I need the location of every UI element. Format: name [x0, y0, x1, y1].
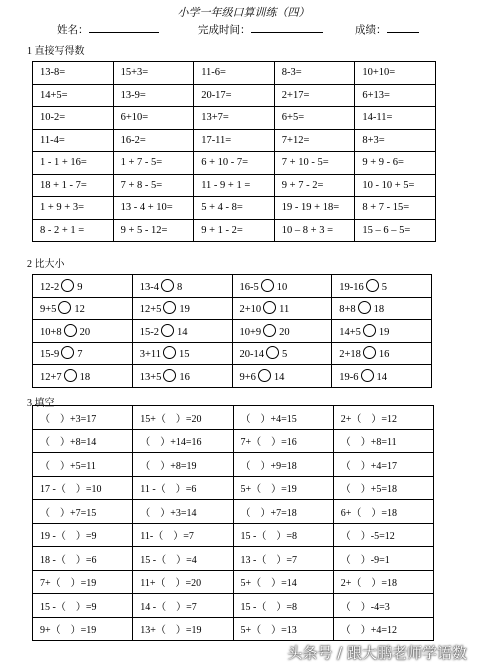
- problem-cell[interactable]: 7+12=: [274, 129, 355, 152]
- problem-cell[interactable]: 8-3=: [274, 62, 355, 85]
- problem-cell[interactable]: 2+（ ）=18: [333, 570, 433, 594]
- problem-cell[interactable]: [232, 297, 332, 320]
- problem-cell[interactable]: 14+5=: [33, 84, 114, 107]
- section-2-heading: 2 比大小: [27, 259, 65, 270]
- problem-cell[interactable]: 11 -（ ）=6: [133, 476, 233, 500]
- problem-cell[interactable]: 7+（ ）=16: [233, 429, 333, 453]
- compare-left: 9+5: [40, 304, 57, 316]
- table-row: [33, 197, 436, 220]
- problem-cell[interactable]: [33, 342, 133, 365]
- table-row: [33, 129, 436, 152]
- problem-cell[interactable]: （ ）+8=19: [133, 453, 233, 477]
- problem-cell[interactable]: （ ）+4=15: [233, 406, 333, 430]
- problem-cell[interactable]: （ ）-4=3: [333, 594, 433, 618]
- problem-cell[interactable]: （ ）+5=18: [333, 476, 433, 500]
- problem-cell[interactable]: 10-2=: [33, 107, 114, 130]
- table-row: [33, 594, 434, 618]
- problem-cell[interactable]: 9 + 9 - 6=: [355, 152, 436, 175]
- problem-cell[interactable]: 5+（ ）=13: [233, 617, 333, 641]
- table-row: [33, 152, 436, 175]
- problem-cell[interactable]: 17 -（ ）=10: [33, 476, 133, 500]
- problem-cell[interactable]: 7 + 8 - 5=: [113, 174, 194, 197]
- problem-cell[interactable]: 15 -（ ）=8: [233, 523, 333, 547]
- problem-cell[interactable]: 1 + 7 - 5=: [113, 152, 194, 175]
- problem-cell[interactable]: 7+（ ）=19: [33, 570, 133, 594]
- problem-cell[interactable]: 13 - 4 + 10=: [113, 197, 194, 220]
- problem-cell[interactable]: 13+（ ）=19: [133, 617, 233, 641]
- compare-circle[interactable]: [61, 346, 74, 359]
- problem-cell[interactable]: 15+（ ）=20: [133, 406, 233, 430]
- compare-right: 12: [74, 304, 85, 316]
- compare-left: 8+8: [339, 304, 356, 316]
- problem-cell[interactable]: 11 - 9 + 1 =: [194, 174, 275, 197]
- problem-cell[interactable]: 6+13=: [355, 84, 436, 107]
- compare-right: 18: [373, 304, 385, 316]
- compare-circle[interactable]: [163, 369, 176, 382]
- compare-circle[interactable]: [61, 279, 74, 292]
- problem-cell[interactable]: [232, 275, 332, 298]
- compare-right: 10: [276, 281, 288, 293]
- compare-circle[interactable]: [363, 346, 376, 359]
- problem-cell[interactable]: 6+5=: [274, 107, 355, 130]
- table-row: [33, 365, 432, 388]
- problem-cell[interactable]: 10+10=: [355, 62, 436, 85]
- table-row: [33, 547, 434, 571]
- problem-cell[interactable]: [132, 365, 232, 388]
- problem-cell[interactable]: 18 -（ ）=6: [33, 547, 133, 571]
- table-row: [33, 297, 432, 320]
- compare-right: 20: [279, 326, 290, 338]
- table-row: [33, 406, 434, 430]
- compare-right: 14: [177, 326, 188, 338]
- compare-right: 18: [79, 371, 91, 383]
- compare-left: 14+5: [339, 326, 361, 338]
- section-3-heading: 3 填空: [27, 398, 55, 409]
- table-row: [33, 476, 434, 500]
- problem-cell[interactable]: [33, 297, 133, 320]
- compare-table: [32, 274, 432, 388]
- problem-cell[interactable]: 8+3=: [355, 129, 436, 152]
- compare-circle[interactable]: [64, 369, 77, 382]
- problem-cell[interactable]: （ ）-9=1: [333, 547, 433, 571]
- problem-cell[interactable]: 19 - 19 + 18=: [274, 197, 355, 220]
- compare-circle[interactable]: [361, 369, 374, 382]
- problem-cell[interactable]: [132, 297, 232, 320]
- fill-blank-table: [32, 405, 434, 641]
- compare-right: 9: [77, 281, 83, 293]
- compare-circle[interactable]: [261, 279, 274, 292]
- problem-cell[interactable]: [332, 320, 432, 343]
- page-title: 小学一年级口算训练（四）: [177, 7, 310, 19]
- table-row: [33, 84, 436, 107]
- problem-cell[interactable]: 15 -（ ）=4: [133, 547, 233, 571]
- problem-cell[interactable]: 20-17=: [194, 84, 275, 107]
- table-row: [33, 617, 434, 641]
- compare-circle[interactable]: [161, 279, 174, 292]
- problem-cell[interactable]: 7 + 10 - 5=: [274, 152, 355, 175]
- table-row: [33, 342, 432, 365]
- problem-cell[interactable]: 19 -（ ）=9: [33, 523, 133, 547]
- problem-cell[interactable]: 1 + 9 + 3=: [33, 197, 114, 220]
- compare-right: 16: [179, 371, 190, 383]
- compare-circle[interactable]: [266, 346, 279, 359]
- compare-circle[interactable]: [58, 301, 71, 314]
- compare-left: 12+5: [139, 304, 162, 316]
- problem-cell[interactable]: （ ）+4=17: [333, 453, 433, 477]
- compare-right: 5: [381, 281, 387, 293]
- table-row: [33, 523, 434, 547]
- compare-right: 8: [177, 281, 183, 293]
- compare-circle[interactable]: [258, 369, 271, 382]
- compare-left: 20-14: [239, 349, 264, 361]
- problem-cell[interactable]: 5+（ ）=14: [233, 570, 333, 594]
- problem-cell[interactable]: [33, 320, 133, 343]
- problem-cell[interactable]: 1 - 1 + 16=: [33, 152, 114, 175]
- compare-left: 15-9: [40, 349, 60, 361]
- problem-cell[interactable]: [33, 365, 133, 388]
- problem-cell[interactable]: [332, 342, 432, 365]
- compare-right: 11: [279, 304, 290, 316]
- problem-cell[interactable]: 13+7=: [194, 107, 275, 130]
- problem-cell[interactable]: 10 – 8 + 3 =: [274, 219, 355, 242]
- compare-circle[interactable]: [163, 346, 176, 359]
- problem-cell[interactable]: [232, 342, 332, 365]
- compare-right: 5: [282, 349, 288, 361]
- problem-cell[interactable]: （ ）+3=14: [133, 500, 233, 524]
- compare-circle[interactable]: [163, 301, 176, 314]
- compare-right: 7: [77, 349, 83, 361]
- problem-cell[interactable]: 5+（ ）=19: [233, 476, 333, 500]
- problem-cell[interactable]: （ ）+9=18: [233, 453, 333, 477]
- table-row: [33, 453, 434, 477]
- problem-cell[interactable]: 17-11=: [194, 129, 275, 152]
- table-row: [33, 320, 432, 343]
- compare-circle[interactable]: [366, 279, 379, 292]
- problem-cell[interactable]: 6+10=: [113, 107, 194, 130]
- problem-cell[interactable]: 10 - 10 + 5=: [355, 174, 436, 197]
- table-row: [33, 275, 432, 298]
- direct-calc-table: [32, 61, 436, 242]
- problem-cell[interactable]: 14-11=: [355, 107, 436, 130]
- table-row: [33, 62, 436, 85]
- compare-right: 19: [378, 326, 390, 338]
- compare-left: 12-2: [40, 281, 60, 293]
- watermark: 头条号 / 跟大鹏老师学语数: [287, 644, 467, 662]
- compare-left: 2+18: [339, 349, 361, 361]
- compare-circle[interactable]: [263, 324, 276, 337]
- problem-cell[interactable]: 8 - 2 + 1 =: [33, 219, 114, 242]
- table-row: [33, 174, 436, 197]
- problem-cell[interactable]: （ ）+14=16: [133, 429, 233, 453]
- problem-cell[interactable]: （ ）+4=12: [333, 617, 433, 641]
- compare-circle[interactable]: [161, 324, 174, 337]
- compare-left: 9+6: [239, 371, 256, 383]
- compare-left: 10+9: [239, 326, 262, 338]
- name-field[interactable]: 姓名：: [57, 22, 89, 37]
- problem-cell[interactable]: （ ）+8=14: [33, 429, 133, 453]
- problem-cell[interactable]: 8 + 7 - 15=: [355, 197, 436, 220]
- problem-cell[interactable]: 11-4=: [33, 129, 114, 152]
- problem-cell[interactable]: 15 -（ ）=9: [33, 594, 133, 618]
- problem-cell[interactable]: 9+（ ）=19: [33, 617, 133, 641]
- problem-cell[interactable]: 2+17=: [274, 84, 355, 107]
- problem-cell[interactable]: [33, 275, 133, 298]
- compare-left: 2+10: [239, 304, 262, 316]
- problem-cell[interactable]: 11-（ ）=7: [133, 523, 233, 547]
- compare-right: 20: [79, 326, 91, 338]
- problem-cell[interactable]: [332, 275, 432, 298]
- problem-cell[interactable]: 13 -（ ）=7: [233, 547, 333, 571]
- score-field[interactable]: 成绩：: [355, 22, 387, 37]
- compare-right: 14: [376, 371, 387, 383]
- problem-cell[interactable]: （ ）+7=18: [233, 500, 333, 524]
- compare-left: 19-16: [339, 281, 364, 293]
- problem-cell[interactable]: [332, 365, 432, 388]
- problem-cell[interactable]: 18 + 1 - 7=: [33, 174, 114, 197]
- section-1-heading: 1 直接写得数: [27, 46, 85, 57]
- problem-cell[interactable]: （ ）+8=11: [333, 429, 433, 453]
- problem-cell[interactable]: 5 + 4 - 8=: [194, 197, 275, 220]
- compare-circle[interactable]: [358, 301, 371, 314]
- compare-right: 16: [378, 349, 390, 361]
- compare-circle[interactable]: [363, 324, 376, 337]
- problem-cell[interactable]: 6 + 10 - 7=: [194, 152, 275, 175]
- compare-left: 13+5: [139, 371, 162, 383]
- compare-left: 3+11: [139, 349, 162, 361]
- problem-cell[interactable]: 11+（ ）=20: [133, 570, 233, 594]
- problem-cell[interactable]: 13-8=: [33, 62, 114, 85]
- problem-cell[interactable]: 15+3=: [113, 62, 194, 85]
- compare-left: 10+8: [40, 326, 62, 338]
- compare-circle[interactable]: [263, 301, 276, 314]
- problem-cell[interactable]: 6+（ ）=18: [333, 500, 433, 524]
- problem-cell[interactable]: [132, 275, 232, 298]
- problem-cell[interactable]: [332, 297, 432, 320]
- compare-right: 15: [179, 349, 190, 361]
- problem-cell[interactable]: （ ）+5=11: [33, 453, 133, 477]
- problem-cell[interactable]: 2+（ ）=12: [333, 406, 433, 430]
- compare-left: 13-4: [139, 281, 159, 293]
- table-row: [33, 500, 434, 524]
- problem-cell[interactable]: 14 -（ ）=7: [133, 594, 233, 618]
- problem-cell[interactable]: 11-6=: [194, 62, 275, 85]
- table-row: [33, 429, 434, 453]
- problem-cell[interactable]: 15 -（ ）=8: [233, 594, 333, 618]
- problem-cell[interactable]: （ ）-5=12: [333, 523, 433, 547]
- table-row: [33, 107, 436, 130]
- compare-left: 19-6: [339, 371, 359, 383]
- compare-right: 19: [179, 304, 190, 316]
- time-field[interactable]: 完成时间：: [198, 22, 251, 37]
- compare-right: 14: [273, 371, 285, 383]
- problem-cell[interactable]: 13-9=: [113, 84, 194, 107]
- compare-left: 16-5: [239, 281, 259, 293]
- compare-left: 12+7: [40, 371, 62, 383]
- compare-circle[interactable]: [64, 324, 77, 337]
- problem-cell[interactable]: [232, 320, 332, 343]
- problem-cell[interactable]: [132, 320, 232, 343]
- problem-cell[interactable]: [132, 342, 232, 365]
- table-row: [33, 570, 434, 594]
- table-row: [33, 219, 436, 242]
- compare-left: 15-2: [139, 326, 159, 338]
- problem-cell[interactable]: 9 + 1 - 2=: [194, 219, 275, 242]
- problem-cell[interactable]: [232, 365, 332, 388]
- problem-cell[interactable]: 9 + 7 - 2=: [274, 174, 355, 197]
- problem-cell[interactable]: 9 + 5 - 12=: [113, 219, 194, 242]
- problem-cell[interactable]: 15 – 6 – 5=: [355, 219, 436, 242]
- problem-cell[interactable]: （ ）+7=15: [33, 500, 133, 524]
- problem-cell[interactable]: 16-2=: [113, 129, 194, 152]
- problem-cell[interactable]: （ ）+3=17: [33, 406, 133, 430]
